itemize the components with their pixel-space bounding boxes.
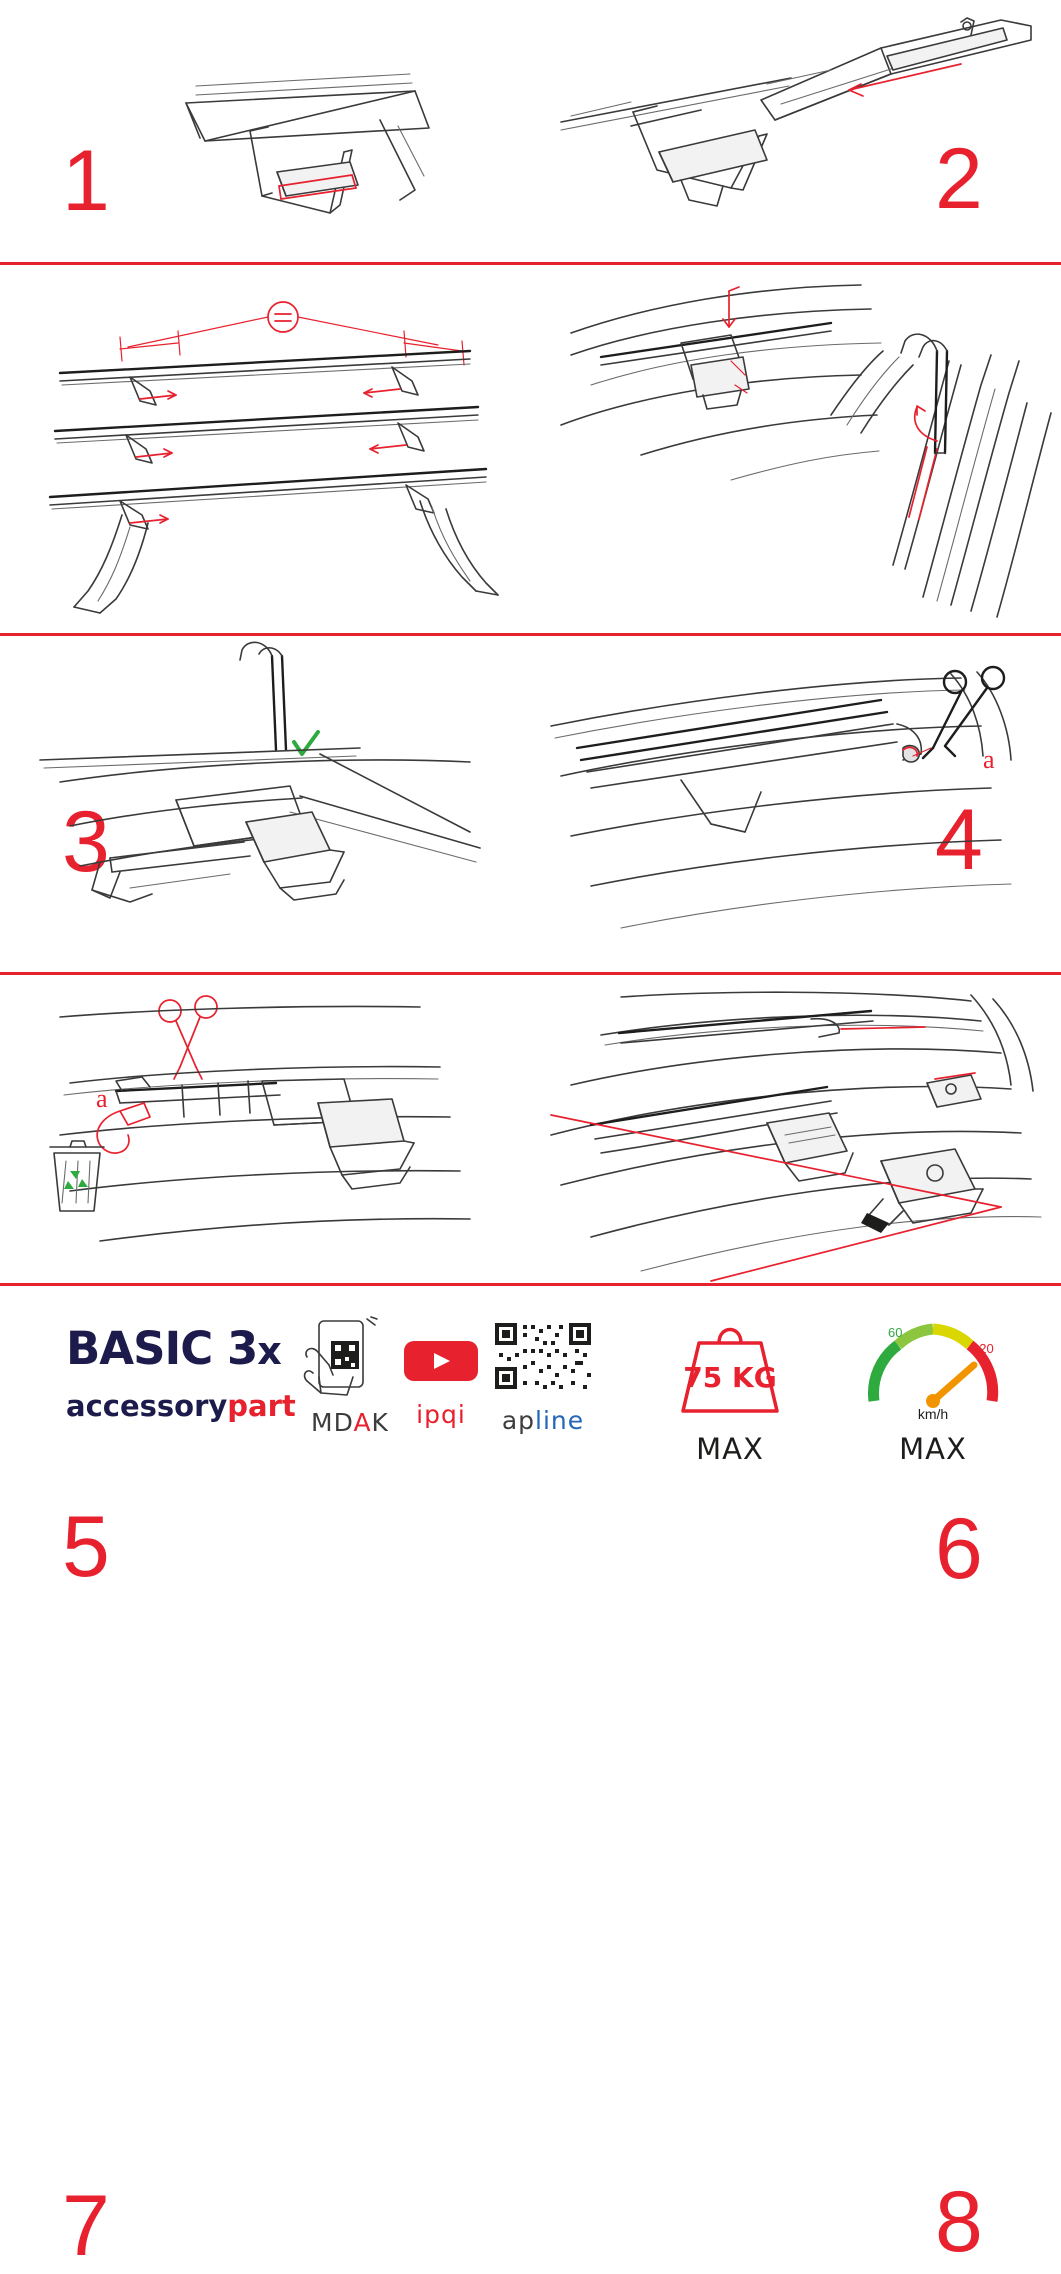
max-load-value-text: 75 KG [683,1361,777,1394]
step-number-7: 7 [62,2178,108,2274]
recycle-bin-icon [50,1141,104,1211]
qr-code-icon[interactable] [487,1317,599,1395]
logo-ipqi-label: ipqi [416,1400,466,1429]
product-name-text: BASIC 3 [66,1322,258,1375]
step-number-8: 8 [935,2174,981,2270]
svg-text:a: a [96,1084,108,1113]
max-load-label: MAX [696,1432,764,1466]
step-2-illustration [531,0,1061,262]
step-5-illustration [0,636,530,972]
step-3-illustration [0,265,530,633]
company-name-first: accessory [66,1389,228,1423]
step-panel-1 [0,0,530,262]
logo-mdak-label-b: A [353,1408,372,1437]
product-name-suffix: x [257,1329,281,1373]
step-6-illustration [531,636,1061,972]
logo-apline[interactable] [478,1317,608,1435]
step-4-illustration [531,265,1061,633]
svg-text:a: a [983,745,995,774]
logo-ipqi[interactable] [396,1333,486,1429]
step-panel-4 [531,265,1061,888]
company-name-second: part [227,1389,296,1423]
hand-phone-qr-icon [295,1317,405,1397]
brand-block [66,1322,296,1423]
logo-mdak-label-a: MD [311,1408,354,1437]
step-number-5: 5 [62,1499,108,1595]
logo-apline-label-a: ap [501,1406,536,1435]
step-panel-3 [0,265,530,890]
youtube-icon[interactable] [400,1333,482,1389]
max-speed-block [848,1309,1018,1466]
step-panel-2 [531,0,1061,262]
step-number-1: 1 [62,133,108,229]
weight-icon [655,1311,805,1423]
speedometer-icon [858,1309,1008,1423]
svg-text:60: 60 [888,1325,903,1340]
step-number-2: 2 [935,131,981,227]
step-number-3: 3 [62,794,108,890]
logo-apline-label [478,1406,608,1435]
speed-unit-text: km/h [917,1406,949,1422]
company-name [66,1389,296,1423]
footer-brand-bar [0,1285,1061,1500]
svg-text:120: 120 [972,1341,994,1356]
step-number-6: 6 [935,1501,981,1597]
step-number-4: 4 [935,792,981,888]
product-name [66,1322,281,1375]
max-speed-label: MAX [899,1432,967,1466]
logo-mdak-label [290,1408,410,1437]
logo-mdak-label-c: K [371,1408,389,1437]
step-7-illustration [0,975,530,1283]
step-8-illustration [531,975,1061,1283]
max-load-block [640,1311,820,1466]
logo-mdak [290,1317,410,1437]
logo-apline-label-b: line [535,1406,585,1435]
